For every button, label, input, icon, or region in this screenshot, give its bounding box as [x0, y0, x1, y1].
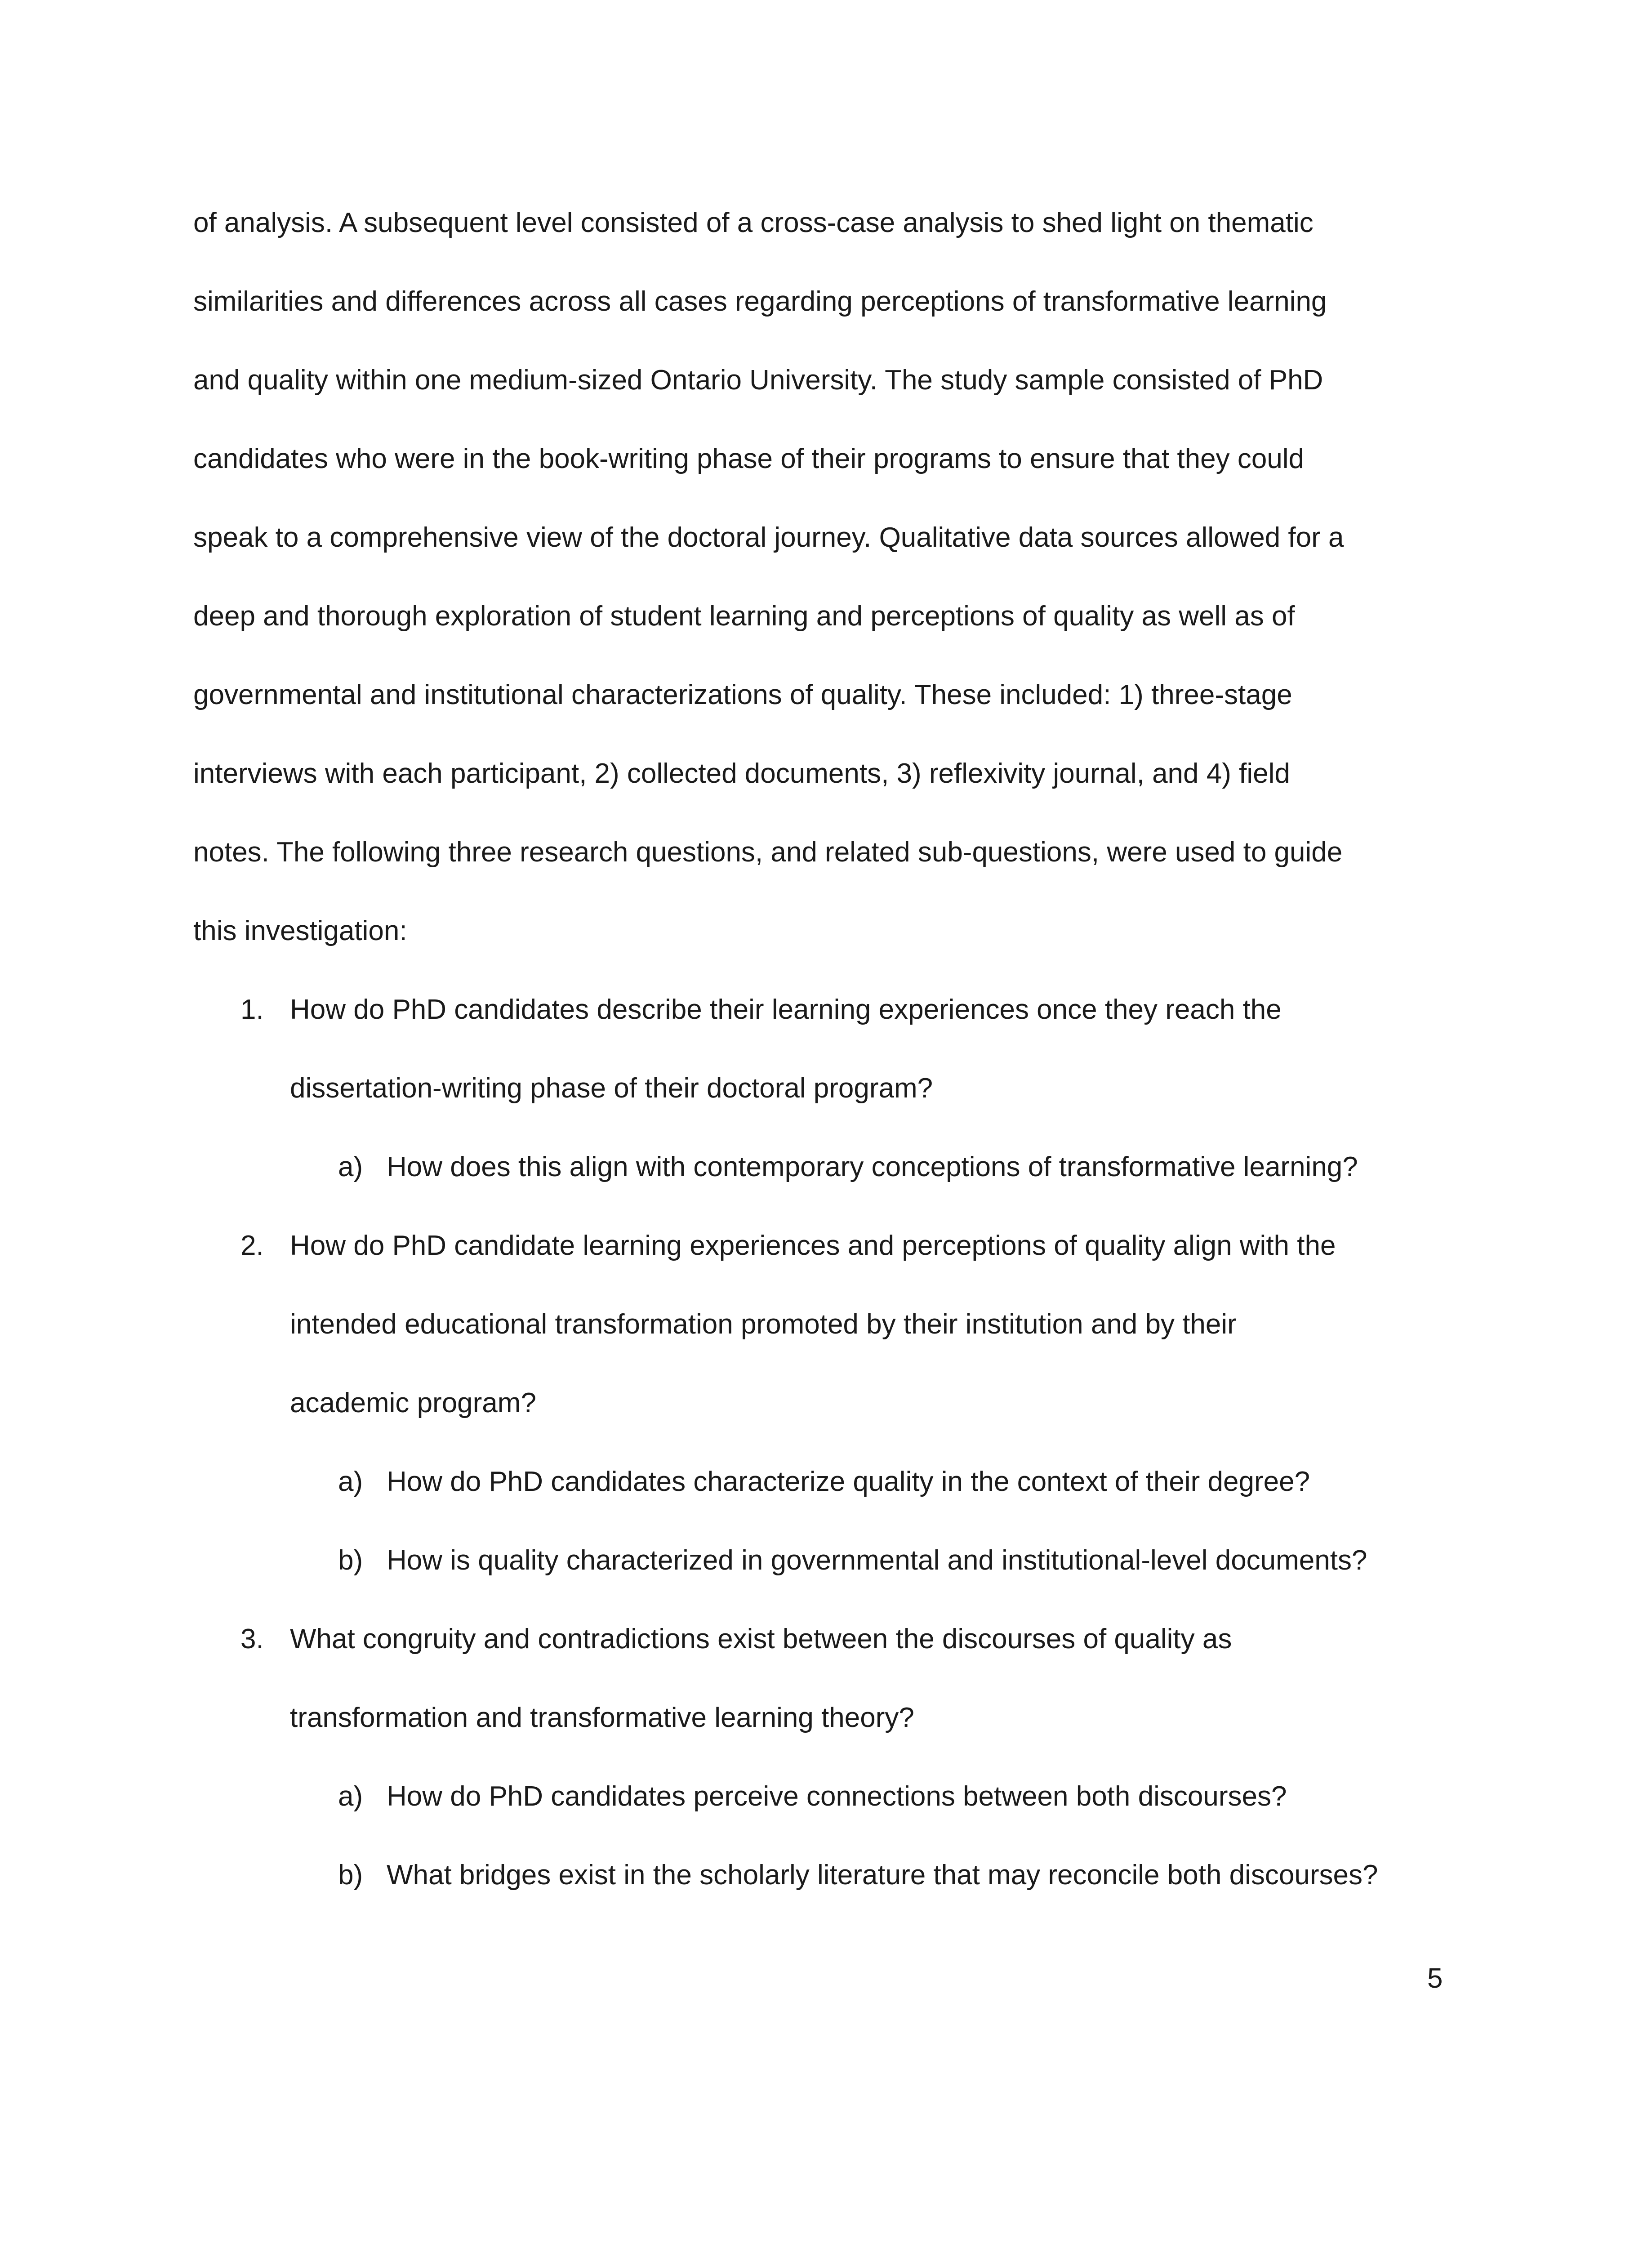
question-line: How do PhD candidates describe their learning experiences once they reach the — [290, 994, 1282, 1025]
paragraph-line: similarities and differences across all cases regarding perceptions of transformative learning — [193, 286, 1327, 317]
paragraph-line: and quality within one medium-sized Ontario University. The study sample consisted of PhD — [193, 365, 1323, 396]
paragraph-line: this investigation: — [193, 915, 407, 946]
paragraph-line: notes. The following three research questions, and related sub-questions, were used to guide — [193, 837, 1343, 868]
list-marker: 3. — [240, 1624, 264, 1655]
page-number: 5 — [1427, 1963, 1443, 1994]
sub-question-text: What bridges exist in the scholarly literature that may reconcile both discourses? — [387, 1860, 1378, 1891]
sub-question-text: How is quality characterized in governmental and institutional-level documents? — [387, 1545, 1367, 1576]
sub-question-text: How does this align with contemporary conceptions of transformative learning? — [387, 1151, 1358, 1182]
paragraph-line: deep and thorough exploration of student learning and perceptions of quality as well as of — [193, 601, 1295, 632]
sub-list-marker: a) — [338, 1466, 363, 1497]
question-line: How do PhD candidate learning experiences and perceptions of quality align with the — [290, 1230, 1336, 1261]
paragraph-line: interviews with each participant, 2) collected documents, 3) reflexivity journal, and 4) field — [193, 758, 1290, 789]
paragraph-line: governmental and institutional characterizations of quality. These included: 1) three-stage — [193, 679, 1292, 710]
question-line: academic program? — [290, 1387, 536, 1418]
sub-list-marker: a) — [338, 1151, 363, 1182]
list-marker: 1. — [240, 994, 264, 1025]
question-line: What congruity and contradictions exist between the discourses of quality as — [290, 1624, 1232, 1655]
question-line: intended educational transformation promoted by their institution and by their — [290, 1309, 1237, 1340]
sub-list-marker: b) — [338, 1860, 363, 1891]
sub-list-marker: a) — [338, 1781, 363, 1812]
paragraph-line: speak to a comprehensive view of the doctoral journey. Qualitative data sources allowed for a — [193, 522, 1344, 553]
question-line: dissertation-writing phase of their doctoral program? — [290, 1073, 933, 1104]
question-line: transformation and transformative learning theory? — [290, 1702, 914, 1733]
list-marker: 2. — [240, 1230, 264, 1261]
sub-question-text: How do PhD candidates perceive connections between both discourses? — [387, 1781, 1287, 1812]
sub-question-text: How do PhD candidates characterize quality in the context of their degree? — [387, 1466, 1310, 1497]
paragraph-line: candidates who were in the book-writing phase of their programs to ensure that they could — [193, 443, 1305, 474]
paragraph-line: of analysis. A subsequent level consisted of a cross-case analysis to shed light on thematic — [193, 207, 1314, 238]
sub-list-marker: b) — [338, 1545, 363, 1576]
